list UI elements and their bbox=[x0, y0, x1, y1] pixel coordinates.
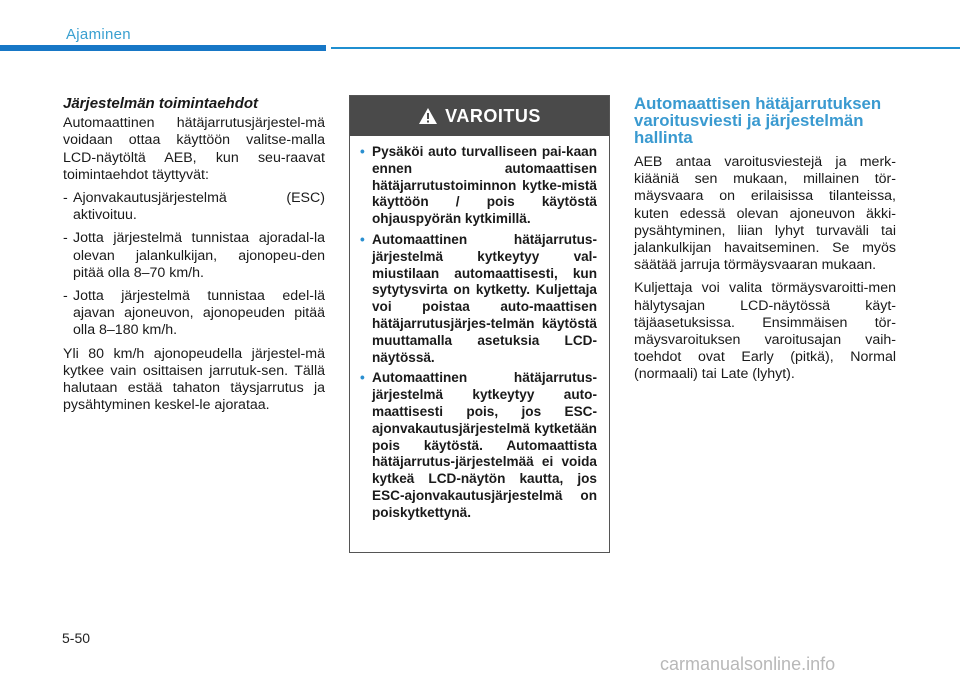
page-number: 5-50 bbox=[62, 630, 91, 646]
warning-item bbox=[360, 232, 597, 366]
list-item: - Jotta järjestelmä tunnistaa ajoradal-la olevan jalankulkijan, ajonopeu-den pitää olla 8–70 km/h. bbox=[63, 230, 325, 282]
column-right bbox=[634, 95, 896, 390]
bullet-icon: • bbox=[360, 231, 365, 247]
warning-body bbox=[350, 136, 609, 522]
watermark: carmanualsonline.info bbox=[660, 654, 836, 674]
paragraph: AEB antaa varoitusviestejä ja merk-kiääniä sen mukaan, millainen tör-mäysvaara on erilaisissa tilanteissa, kuten edessä olevan ajoneuvon äkki-pysähtyminen, liian lyhyt turvaväli tai jalankulkijan havaitseminen. Se myös säätää jarruja törmäysvaaran mukaan. bbox=[634, 154, 896, 274]
intro-paragraph: Automaattinen hätäjarrutusjärjestel-mä voidaan ottaa käyttöön valitse-malla LCD-näytöltä AEB, kun seu-raavat toimintaehdot täyttyvät: bbox=[63, 115, 325, 183]
warning-item-text: Automaattinen hätäjarrutus-järjestelmä kytkeytyy val-miustilaan automaattisesti, kun sytytysvirta on kytketty. Kuljettaja voi poistaa auto-maattisen hätäjarrutusjärjes-telmän käytöstä muuttamalla asetuksia LCD-näytössä. bbox=[372, 231, 597, 365]
header-rule-left bbox=[0, 45, 326, 51]
column-left bbox=[63, 95, 325, 420]
paragraph: Kuljettaja voi valita törmäysvaroitti-men hälytysajan LCD-näytössä käyt-täjäasetuksissa. Ensimmäisen tör-mäysvaroituksen varoitusajan vaih-toehdot ovat Early (pitkä), Normal (normaali) tai Late (lyhyt). bbox=[634, 280, 896, 383]
warning-title: VAROITUS bbox=[445, 105, 541, 126]
section-title: Ajaminen bbox=[66, 26, 131, 43]
bullet-icon: • bbox=[360, 370, 365, 386]
bullet-icon: • bbox=[360, 144, 365, 159]
list-item: - Jotta järjestelmä tunnistaa edel-lä ajavan ajoneuvon, ajonopeuden pitää olla 8–180 km/h. bbox=[63, 288, 325, 340]
warning-item-text: Automaattinen hätäjarrutus-järjestelmä kytkeytyy auto-maattisesti pois, jos ESC-ajonvakautusjärjestelmä kytketään pois käytöstä. Automaattista hätäjarrutus-järjestelmää ei voida kytkeä LCD-näytön kautta, jos ESC-ajonvakautusjärjestelmä on poiskytkettynä. bbox=[372, 370, 597, 520]
warning-item bbox=[360, 144, 597, 228]
warning-box bbox=[349, 95, 610, 553]
section-heading: Automaattisen hätäjarrutuksen varoitusviesti ja järjestelmän hallinta bbox=[634, 94, 882, 147]
list-item: - Ajonvakautusjärjestelmä (ESC) aktivoituu. bbox=[63, 190, 325, 224]
warning-icon bbox=[418, 107, 438, 125]
header-rule-right bbox=[331, 47, 960, 49]
subhead: Järjestelmän toimintaehdot bbox=[63, 95, 259, 112]
conditions-list bbox=[63, 190, 325, 340]
warning-header bbox=[350, 96, 609, 136]
outro-paragraph: Yli 80 km/h ajonopeudella järjestel-mä kytkee vain osittaisen jarrutuk-sen. Tällä halutaan estää tahaton täysjarrutus ja pysähtyminen keskel-le ajorataa. bbox=[63, 345, 325, 414]
warning-item bbox=[360, 370, 597, 521]
warning-item-text: Pysäköi auto turvalliseen pai-kaan ennen automaattisen hätäjarrutustoiminnon kytke-mistä käyttöön / pois käytöstä ohjauspyörän kytkimillä. bbox=[372, 144, 597, 227]
